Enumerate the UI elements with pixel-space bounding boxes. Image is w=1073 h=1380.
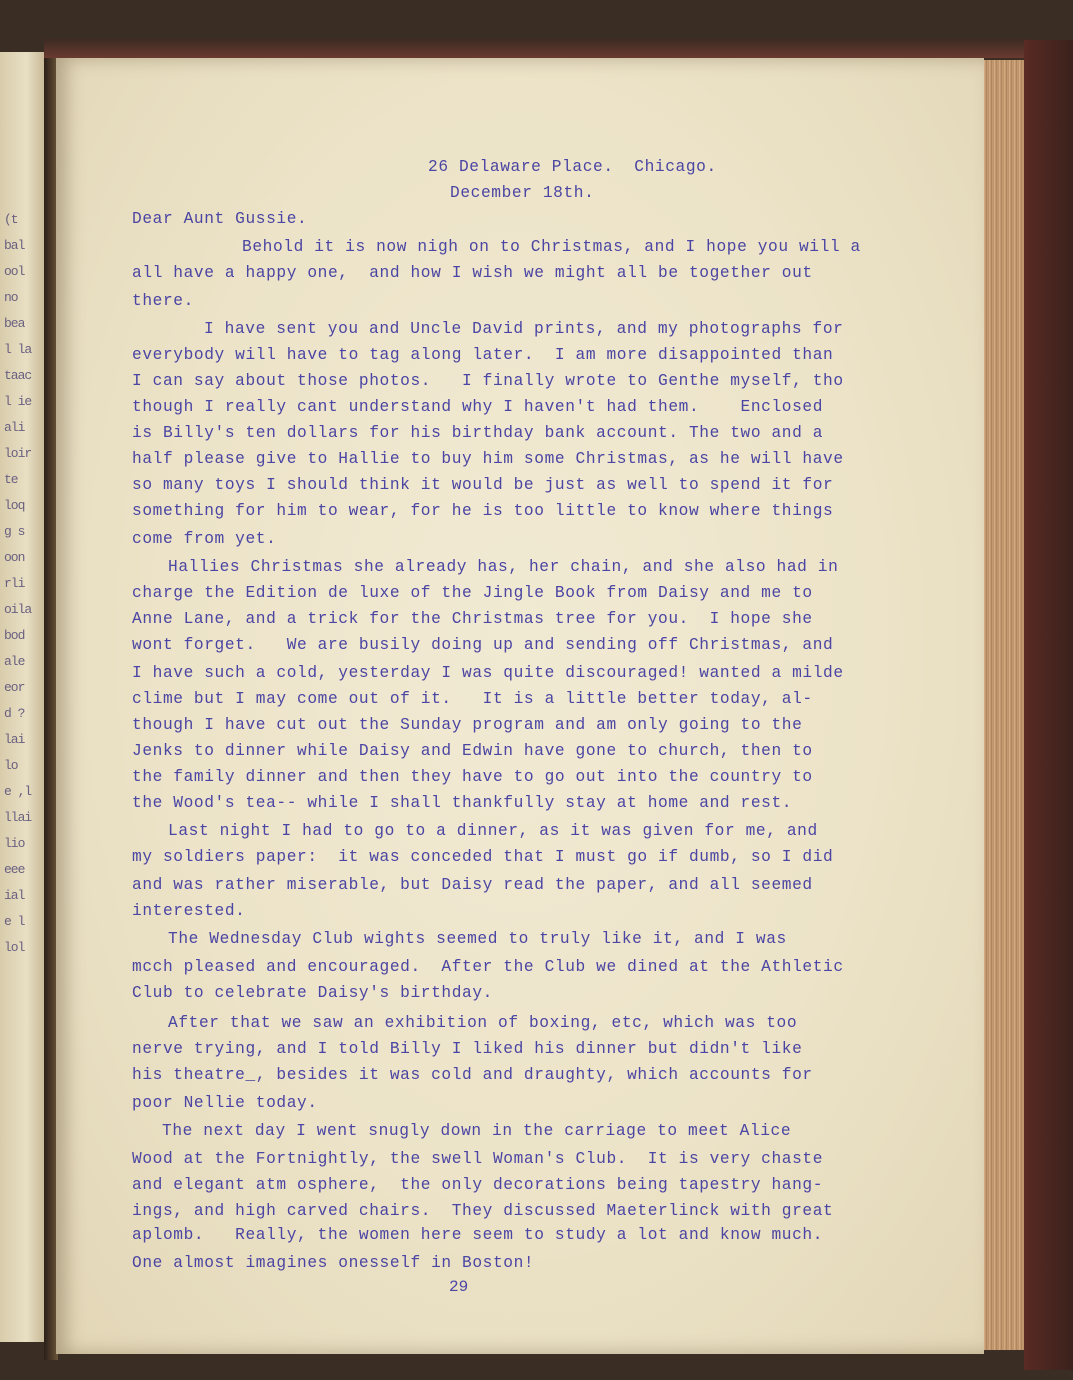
facing-page-fragment: lio (4, 836, 25, 851)
facing-page-fragment: lai (4, 732, 25, 747)
letter-line: is Billy's ten dollars for his birthday bank account. The two and a (132, 424, 824, 442)
letter-line: The Wednesday Club wights seemed to truly like it, and I was (168, 930, 787, 948)
letter-line: come from yet. (132, 530, 277, 548)
letter-line: half please give to Hallie to buy him some Christmas, as he will have (132, 450, 844, 468)
letter-line: the family dinner and then they have to go out into the country to (132, 768, 813, 786)
facing-page-fragment: taac (4, 368, 32, 383)
facing-page-fragment: ool (4, 264, 25, 279)
letter-line: there. (132, 292, 194, 310)
facing-page-fragment: llai (4, 810, 32, 825)
facing-page-edge (0, 52, 44, 1342)
letter-line: One almost imagines onesself in Boston! (132, 1254, 535, 1272)
letter-line: Wood at the Fortnightly, the swell Woman's Club. It is very chaste (132, 1150, 824, 1168)
facing-page-fragment: bod (4, 628, 25, 643)
facing-page-fragment: eor (4, 680, 25, 695)
letter-line: everybody will have to tag along later. I am more disappointed than (132, 346, 834, 364)
facing-page-fragment: oon (4, 550, 25, 565)
book-cover-right (1024, 40, 1073, 1370)
facing-page-fragment: eee (4, 862, 25, 877)
letter-line: his theatre_, besides it was cold and draughty, which accounts for (132, 1066, 813, 1084)
letter-line: though I really cant understand why I haven't had them. Enclosed (132, 398, 824, 416)
facing-page-fragment: rli (4, 576, 25, 591)
letter-line: all have a happy one, and how I wish we might all be together out (132, 264, 813, 282)
letter-line: I can say about those photos. I finally wrote to Genthe myself, tho (132, 372, 844, 390)
letter-line: I have sent you and Uncle David prints, and my photographs for (204, 320, 844, 338)
letter-line: 26 Delaware Place. Chicago. (428, 158, 717, 176)
letter-line: charge the Edition de luxe of the Jingle Book from Daisy and me to (132, 584, 813, 602)
letter-line: and was rather miserable, but Daisy read the paper, and all seemed (132, 876, 813, 894)
page-edges (978, 60, 1030, 1350)
facing-page-fragment: te (4, 472, 18, 487)
letter-line: Club to celebrate Daisy's birthday. (132, 984, 493, 1002)
letter-line: the Wood's tea-- while I shall thankfully stay at home and rest. (132, 794, 793, 812)
facing-page-fragment: oila (4, 602, 32, 617)
letter-line: Dear Aunt Gussie. (132, 210, 308, 228)
facing-page-fragment: loq (4, 498, 25, 513)
letter-line: nerve trying, and I told Billy I liked his dinner but didn't like (132, 1040, 803, 1058)
letter-line: something for him to wear, for he is too little to know where things (132, 502, 834, 520)
facing-page-fragment: e ,l (4, 784, 32, 799)
facing-page-fragment: bal (4, 238, 25, 253)
letter-line: I have such a cold, yesterday I was quite discouraged! wanted a milde (132, 664, 844, 682)
letter-line: December 18th. (450, 184, 595, 202)
facing-page-fragment: lo (4, 758, 18, 773)
facing-page-fragment: g s (4, 524, 25, 539)
letter-line: though I have cut out the Sunday program and am only going to the (132, 716, 803, 734)
facing-page-fragment: lol (4, 940, 25, 955)
facing-page-fragment: ial (4, 888, 25, 903)
facing-page-fragment: ale (4, 654, 25, 669)
letter-line: poor Nellie today. (132, 1094, 318, 1112)
letter-line: interested. (132, 902, 246, 920)
facing-page-fragment: bea (4, 316, 25, 331)
facing-page-fragment: ali (4, 420, 25, 435)
letter-line: Behold it is now nigh on to Christmas, and I hope you will a (242, 238, 861, 256)
letter-line: After that we saw an exhibition of boxing, etc, which was too (168, 1014, 798, 1032)
facing-page-fragment: l ie (4, 394, 32, 409)
letter-line: so many toys I should think it would be just as well to spend it for (132, 476, 834, 494)
letter-line: clime but I may come out of it. It is a little better today, al- (132, 690, 813, 708)
letter-line: The next day I went snugly down in the carriage to meet Alice (162, 1122, 792, 1140)
letter-line: mcch pleased and encouraged. After the Club we dined at the Athletic (132, 958, 844, 976)
letter-line: aplomb. Really, the women here seem to study a lot and know much. (132, 1226, 824, 1244)
facing-page-fragment: (t (4, 212, 18, 227)
letter-line: Hallies Christmas she already has, her chain, and she also had in (168, 558, 839, 576)
facing-page-fragment: loir (4, 446, 32, 461)
facing-page-fragment: e l (4, 914, 25, 929)
book-cover-top (44, 38, 1034, 58)
letter-line: Anne Lane, and a trick for the Christmas tree for you. I hope she (132, 610, 813, 628)
page-number: 29 (449, 1278, 469, 1296)
letter-line: ings, and high carved chairs. They discussed Maeterlinck with great (132, 1202, 834, 1220)
facing-page-fragment: d ? (4, 706, 25, 721)
letter-line: wont forget. We are busily doing up and sending off Christmas, and (132, 636, 834, 654)
letter-line: my soldiers paper: it was conceded that I must go if dumb, so I did (132, 848, 834, 866)
facing-page-fragment: no (4, 290, 18, 305)
letter-line: Last night I had to go to a dinner, as it was given for me, and (168, 822, 818, 840)
facing-page-fragment: l la (4, 342, 32, 357)
letter-line: and elegant atm osphere, the only decorations being tapestry hang- (132, 1176, 824, 1194)
letter-line: Jenks to dinner while Daisy and Edwin have gone to church, then to (132, 742, 813, 760)
